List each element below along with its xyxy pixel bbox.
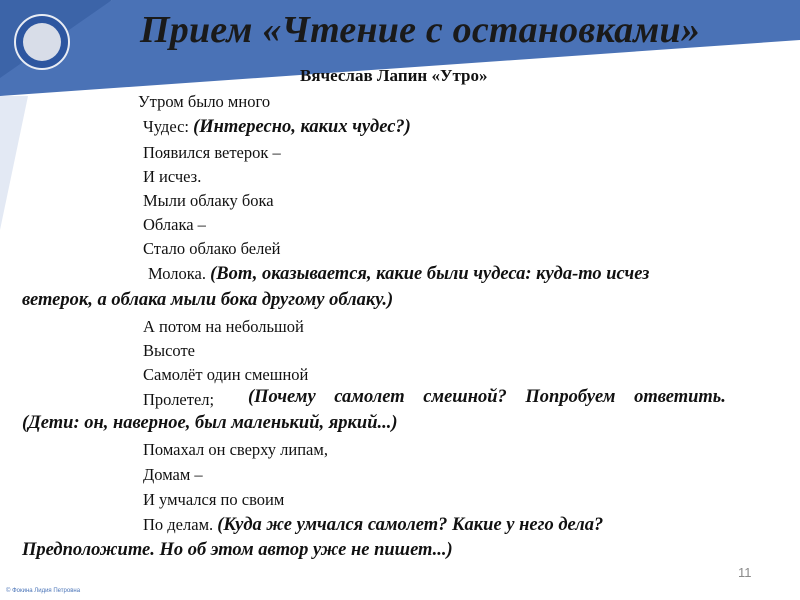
poem-line: Стало облако белей: [143, 239, 281, 258]
poem-line: А потом на небольшой: [143, 317, 304, 336]
poem-line: Мыли облаку бока: [143, 191, 274, 210]
poem-line: Облака –: [143, 215, 206, 234]
children-answers: (Дети: он, наверное, был маленький, яркий...): [22, 413, 398, 433]
poem-line-text: Чудес:: [143, 117, 194, 136]
poem-title: Вячеслав Лапин «Утро»: [300, 66, 488, 85]
poem-line-text: Молока.: [148, 264, 211, 283]
copyright-text: © Фокина Лидия Петровна: [6, 588, 81, 594]
teacher-question: (Интересно, каких чудес?): [193, 117, 411, 137]
poem-line: Помахал он сверху липам,: [143, 440, 328, 459]
logo-circle-inner: [23, 23, 61, 61]
teacher-question: (Почему самолет смешной? Попробуем ответить.: [248, 387, 726, 407]
teacher-question: (Куда же умчался самолет? Какие у него дела?: [217, 515, 604, 535]
poem-line: Самолёт один смешной: [143, 365, 309, 384]
teacher-comment-continuation: Предположите. Но об этом автор уже не пишет...): [22, 540, 453, 560]
poem-line: Появился ветерок –: [143, 143, 281, 162]
poem-line-text: По делам.: [143, 515, 218, 534]
poem-line: Высоте: [143, 341, 195, 360]
poem-line: [143, 117, 411, 138]
poem-line: И умчался по своим: [143, 490, 285, 509]
teacher-comment: (Вот, оказывается, какие были чудеса: куда-то исчез: [210, 264, 650, 284]
poem-line: [148, 264, 649, 285]
page-number: 11: [738, 565, 752, 580]
poem-line: [143, 515, 603, 536]
poem-line: Домам –: [143, 465, 203, 484]
left-side-stripe: [0, 96, 28, 230]
poem-line: Утром было много: [138, 92, 271, 111]
teacher-comment-continuation: ветерок, а облака мыли бока другому облаку.): [22, 290, 394, 310]
poem-line: И исчез.: [143, 167, 202, 186]
page-title: Прием «Чтение с остановками»: [140, 9, 701, 51]
poem-line: Пролетел;: [143, 390, 215, 409]
